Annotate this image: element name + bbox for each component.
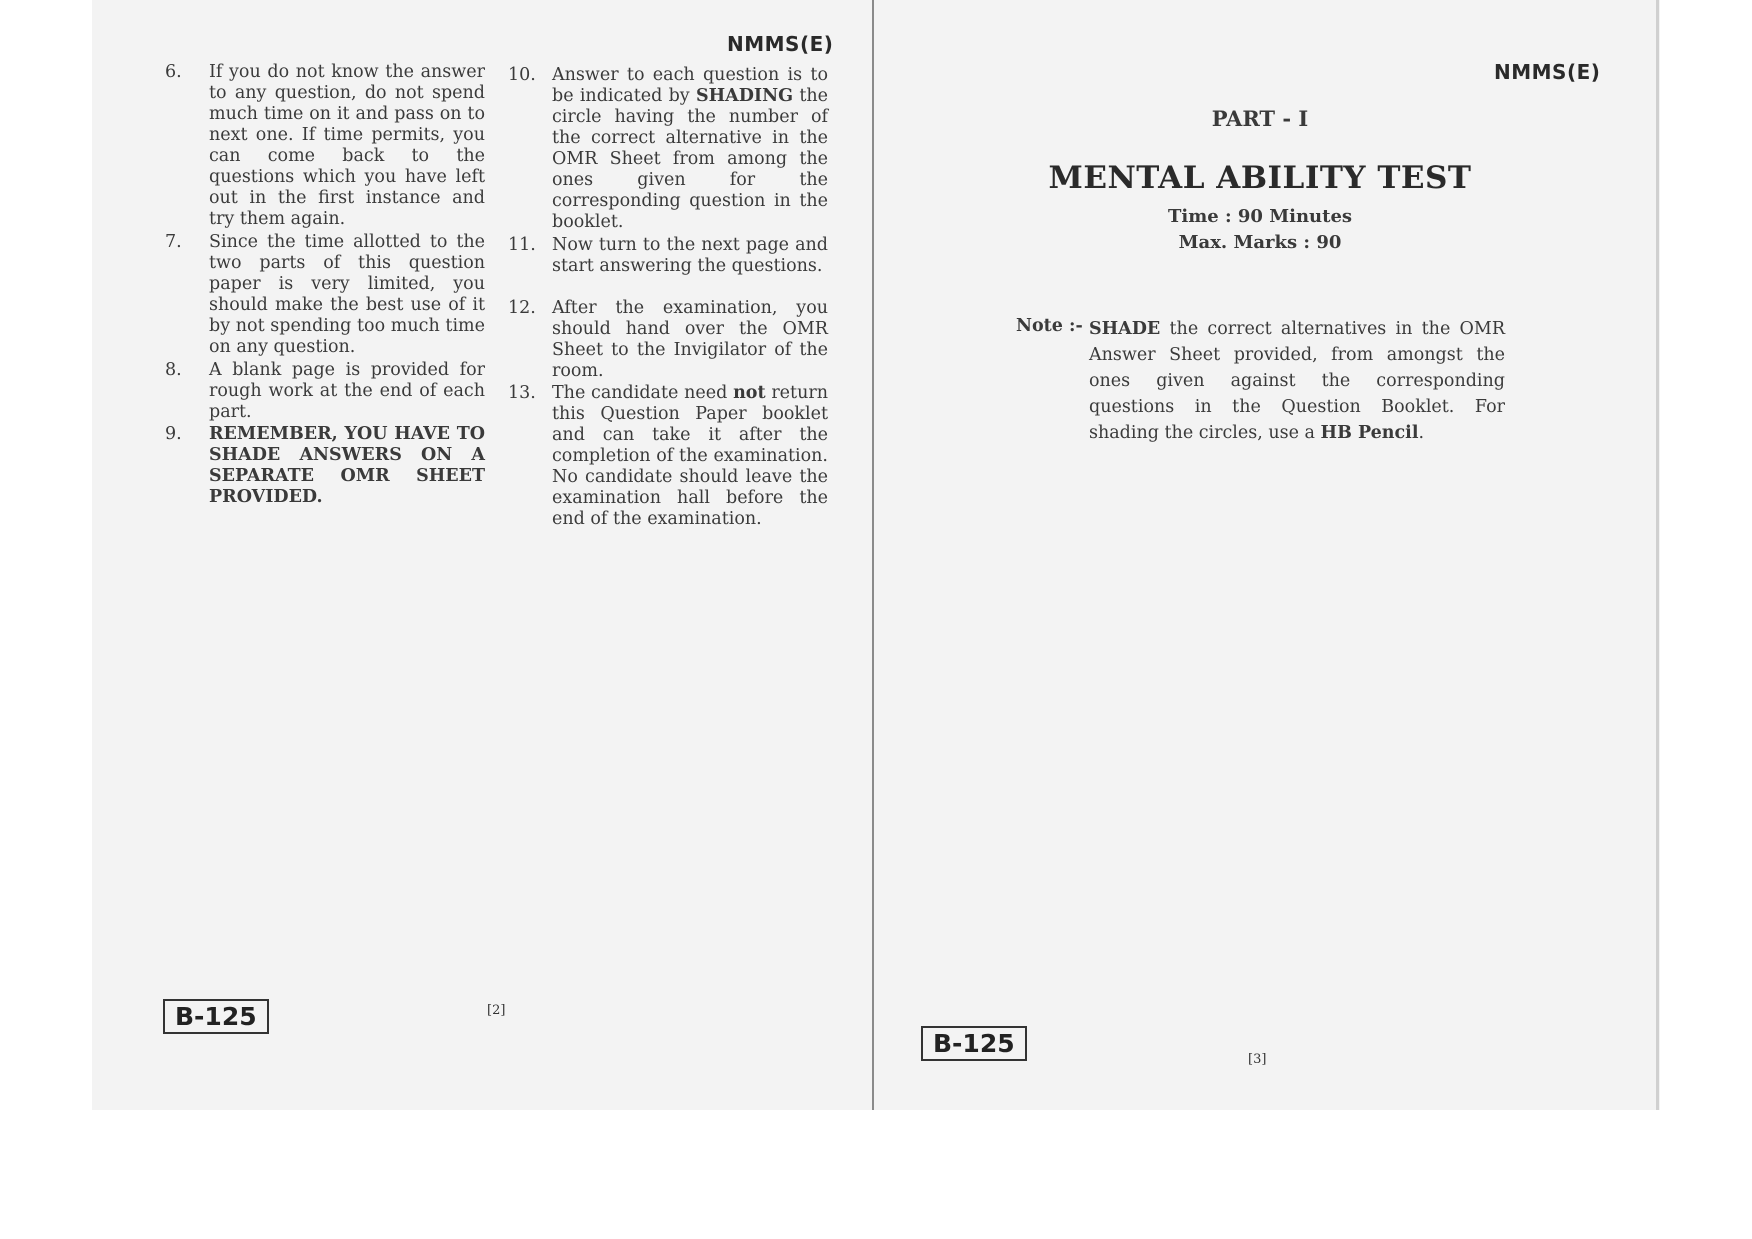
page-number: [3] [1248, 1052, 1267, 1067]
instruction-number: 10. [508, 65, 536, 85]
left-page-header: NMMS(E) [727, 32, 834, 56]
instruction-text: The candidate need not return this Question Paper booklet and can take it after the completion of the examination. No candidate should leave the examination hall before the end of the examination. [552, 383, 828, 529]
part-heading: PART - I [1211, 106, 1309, 131]
instruction-text: A blank page is provided for rough work at the end of each part. [209, 360, 485, 422]
note-text: SHADE the correct alternatives in the OMR Answer Sheet provided, from amongst the ones given against the corresponding questions in the Question Booklet. For shading the circles, use a HB Pencil. [1089, 319, 1505, 443]
instruction-number: 9. [165, 424, 182, 444]
booklet-code-box: B-125 [921, 1026, 1027, 1061]
instruction-number: 8. [165, 360, 182, 380]
instruction-number: 13. [508, 383, 536, 403]
instruction-text: After the examination, you should hand over the OMR Sheet to the Invigilator of the room. [552, 298, 828, 381]
page-edge [1656, 0, 1659, 1110]
instruction-text: Answer to each question is to be indicated by SHADING the circle having the number of the correct alternative in the OMR Sheet from among the ones given for the corresponding question in the booklet. [552, 65, 828, 232]
booklet-code-box: B-125 [163, 999, 269, 1034]
page-number: [2] [487, 1003, 506, 1018]
note-label: Note :- [1016, 316, 1083, 336]
instruction-text: Now turn to the next page and start answering the questions. [552, 235, 828, 276]
time-info: Time : 90 Minutes [1167, 206, 1353, 227]
max-marks-info: Max. Marks : 90 [1178, 232, 1342, 253]
instruction-text: If you do not know the answer to any question, do not spend much time on it and pass on to next one. If time permits, you can come back to the questions which you have left out in the first instance and try them again. [209, 62, 485, 229]
right-page-header: NMMS(E) [1494, 60, 1601, 84]
instruction-text: Since the time allotted to the two parts of this question paper is very limited, you should make the best use of it by not spending too much time on any question. [209, 232, 485, 357]
test-title: MENTAL ABILITY TEST [1048, 160, 1472, 196]
instruction-number: 6. [165, 62, 182, 82]
instruction-number: 7. [165, 232, 182, 252]
instruction-number: 12. [508, 298, 536, 318]
page-fold-line [872, 0, 874, 1110]
instruction-number: 11. [508, 235, 536, 255]
instruction-text: REMEMBER, YOU HAVE TO SHADE ANSWERS ON A SEPARATE OMR SHEET PROVIDED. [209, 424, 485, 507]
